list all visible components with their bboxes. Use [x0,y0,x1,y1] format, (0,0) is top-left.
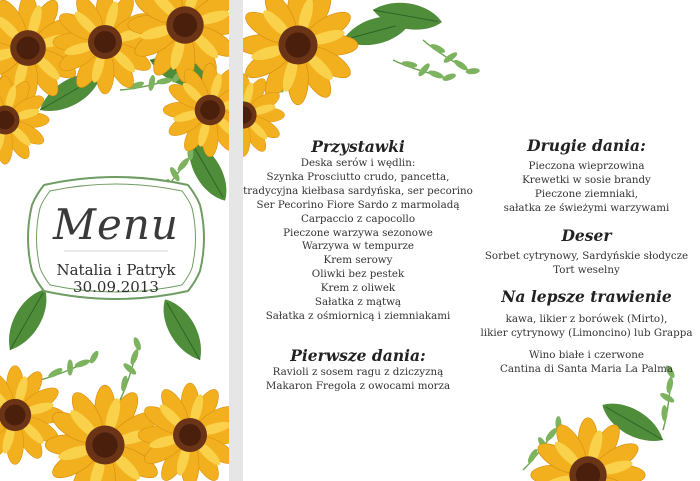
menu-item: Krewetki w sosie brandy [522,173,651,186]
menu-item: Oliwki bez pestek [311,268,405,281]
menu-item: Pieczone warzywa sezonowe [283,226,433,239]
menu-item: Makaron Fregola z owocami morza [265,379,451,392]
section-heading-trawienie: Na lepsze trawienie [501,287,672,307]
menu-item: Sałatka z ośmiornicą i ziemniakami [265,309,451,322]
menu-item: Ser Pecorino Fiore Sardo z marmoladą [256,198,460,211]
wedding-date: 30.09.2013 [73,278,159,296]
section-heading-drugie: Drugie dania: [527,136,646,155]
menu-item: Warzywa w tempurze [302,240,414,253]
menu-item: Ravioli z sosem ragu z dziczyzną [272,365,444,378]
section-heading-przystawki: Przystawki [311,137,405,156]
menu-inner-page [243,0,700,481]
couple-names: Natalia i Patryk [56,261,176,279]
menu-item: Tort weselny [553,263,620,276]
menu-item: Carpaccio z capocollo [300,212,416,225]
section-heading-deser: Deser [561,225,612,245]
menu-item: kawa, likier z borówek (Mirto), [505,313,668,326]
menu-item: Cantina di Santa Maria La Palma [499,363,674,376]
menu-item: Pieczone ziemniaki, [534,187,639,200]
menu-item: Sałatka z mątwą [314,296,402,309]
menu-item: tradycyjna kiełbasa sardyńska, ser pecorino [243,184,473,197]
menu-spacer [473,341,700,349]
menu-cover [0,0,229,481]
section-heading-pierwsze: Pierwsze dania: [290,345,426,365]
menu-item: Krem z oliwek [320,282,396,295]
menu-item: sałatka ze świeżymi warzywami [503,201,670,214]
menu-item: Deska serów i wędlin: [300,157,416,169]
menu-item: Pieczona wieprzowina [528,160,645,172]
menu-column-left [243,137,473,394]
menu-item: Krem serowy [323,254,393,267]
menu-column-right [473,136,700,377]
menu-title: Menu [53,200,179,249]
menu-item: Sorbet cytrynowy, Sardyńskie słodycze [484,249,689,262]
menu-item: Wino białe i czerwone [528,349,645,362]
menu-item: Szynka Prosciutto crudo, pancetta, [266,170,450,183]
menu-item: likier cytrynowy (Limoncino) lub Grappa [480,327,693,340]
